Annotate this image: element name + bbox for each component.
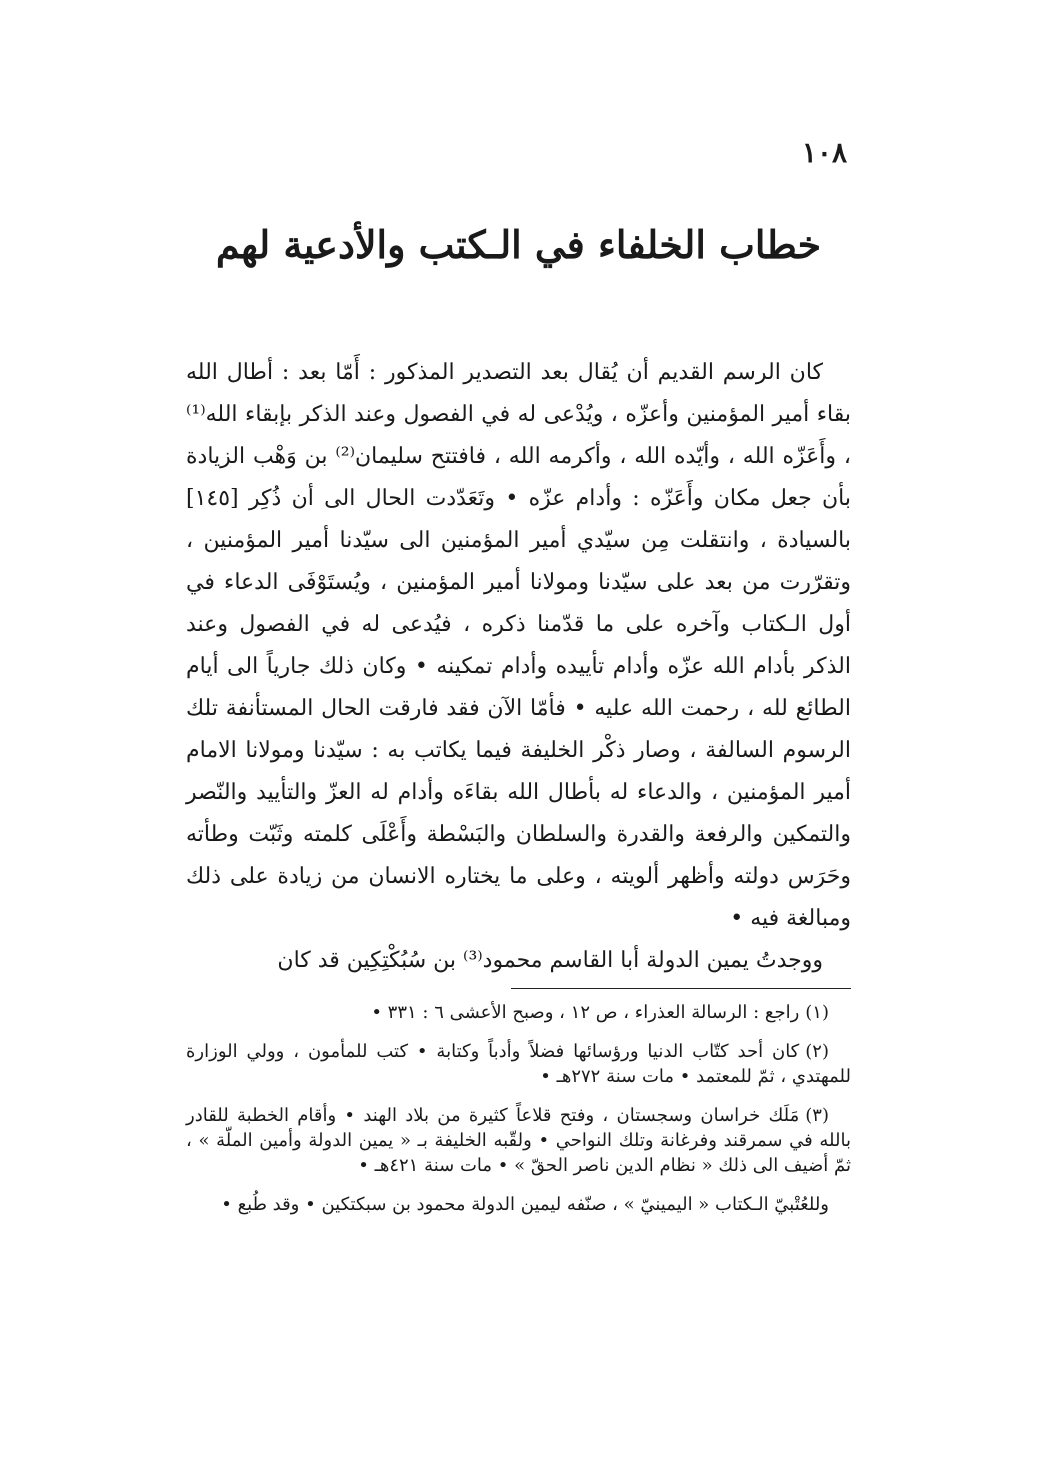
- footnotes: [186, 1000, 851, 1231]
- footnote-number: (٢): [805, 1041, 829, 1062]
- footnote-number: (٣): [805, 1105, 829, 1126]
- footnote-1: [186, 1000, 851, 1025]
- page-number: ١٠٨: [801, 136, 847, 169]
- footnote-text: كان أحد كتّاب الدنيا ورؤسائها فضلاً وأدباً وكتابة • كتب للمأمون ، وولي الوزارة للمهتدي ، ثمّ للمعتمد • مات سنة ٢٧٢هـ •: [186, 1041, 851, 1087]
- footnote-text: وللعُتْبيّ الـكتاب « اليمينيّ » ، صنّفه ليمين الدولة محمود بن سبكتكين • وقد طُبع •: [221, 1194, 829, 1215]
- footnote-number: (١): [805, 1002, 829, 1023]
- main-text: [186, 352, 851, 982]
- chapter-title: خطاب الخلفاء في الـكتب والأدعية لهم: [215, 222, 822, 267]
- body-paragraph-continuation: ووجدتُ يمين الدولة أبا القاسم محمود⁽³⁾ بن سُبُكْتِكِين قد كان: [277, 948, 823, 973]
- footnote-text: راجع : الرسالة العذراء ، ص ١٢ ، وصبح الأعشى ٦ : ٣٣١ •: [371, 1002, 800, 1023]
- footnote-2: [186, 1039, 851, 1089]
- footnote-text: مَلَك خراسان وسجستان ، وفتح قلاعاً كثيرة من بلاد الهند • وأقام الخطبة للقادر بالله في سمرقند وفرغانة وتلك النواحي • ولقّبه الخليفة بـ « يمين الدولة وأمين الملّة » ، ثمّ أضيف الى ذلك « نظام الدين ناصر الحقّ » • مات سنة ٤٢١هـ •: [186, 1105, 851, 1176]
- footnote-separator: [511, 988, 851, 989]
- footnote-3: [186, 1103, 851, 1178]
- body-paragraph: كان الرسم القديم أن يُقال بعد التصدير المذكور : أَمّا بعد : أطال الله بقاء أمير المؤمنين وأعزّه ، ويُدْعى له في الفصول وعند الذكر بإبقاء الله⁽¹⁾ ، وأَعَزّه الله ، وأيّده الله ، وأكرمه الله ، فافتتح سليمان⁽²⁾ بن وَهْب الزيادة بأن جعل مكان وأَعَزّه : وأدام عزّه • وتَعَدّدت الحال الى أن ذُكِر [١٤٥] بالسيادة ، وانتقلت مِن سيّدي أمير المؤمنين الى سيّدنا أمير المؤمنين ، وتقرّرت من بعد على سيّدنا ومولانا أمير المؤمنين ، ويُستَوْفَى الدعاء في أول الـكتاب وآخره على ما قدّمنا ذكره ، فيُدعى له في الفصول وعند الذكر بأدام الله عزّه وأدام تأييده وأدام تمكينه • وكان ذلك جارياً الى أيام الطائع لله ، رحمت الله عليه • فأمّا الآن فقد فارقت الحال المستأنفة تلك الرسوم السالفة ، وصار ذكْر الخليفة فيما يكاتب به : سيّدنا ومولانا الامام أمير المؤمنين ، والدعاء له بأطال الله بقاءَه وأدام له العزّ والتأييد والنّصر والتمكين والرفعة والقدرة والسلطان والبَسْطة وأَعْلَى كلمته وثَبّت وطأته وحَرَس دولته وأظهر ألويته ، وعلى ما يختاره الانسان من زيادة على ذلك ومبالغة فيه •: [186, 360, 852, 931]
- footnote-3-continuation: [186, 1192, 851, 1217]
